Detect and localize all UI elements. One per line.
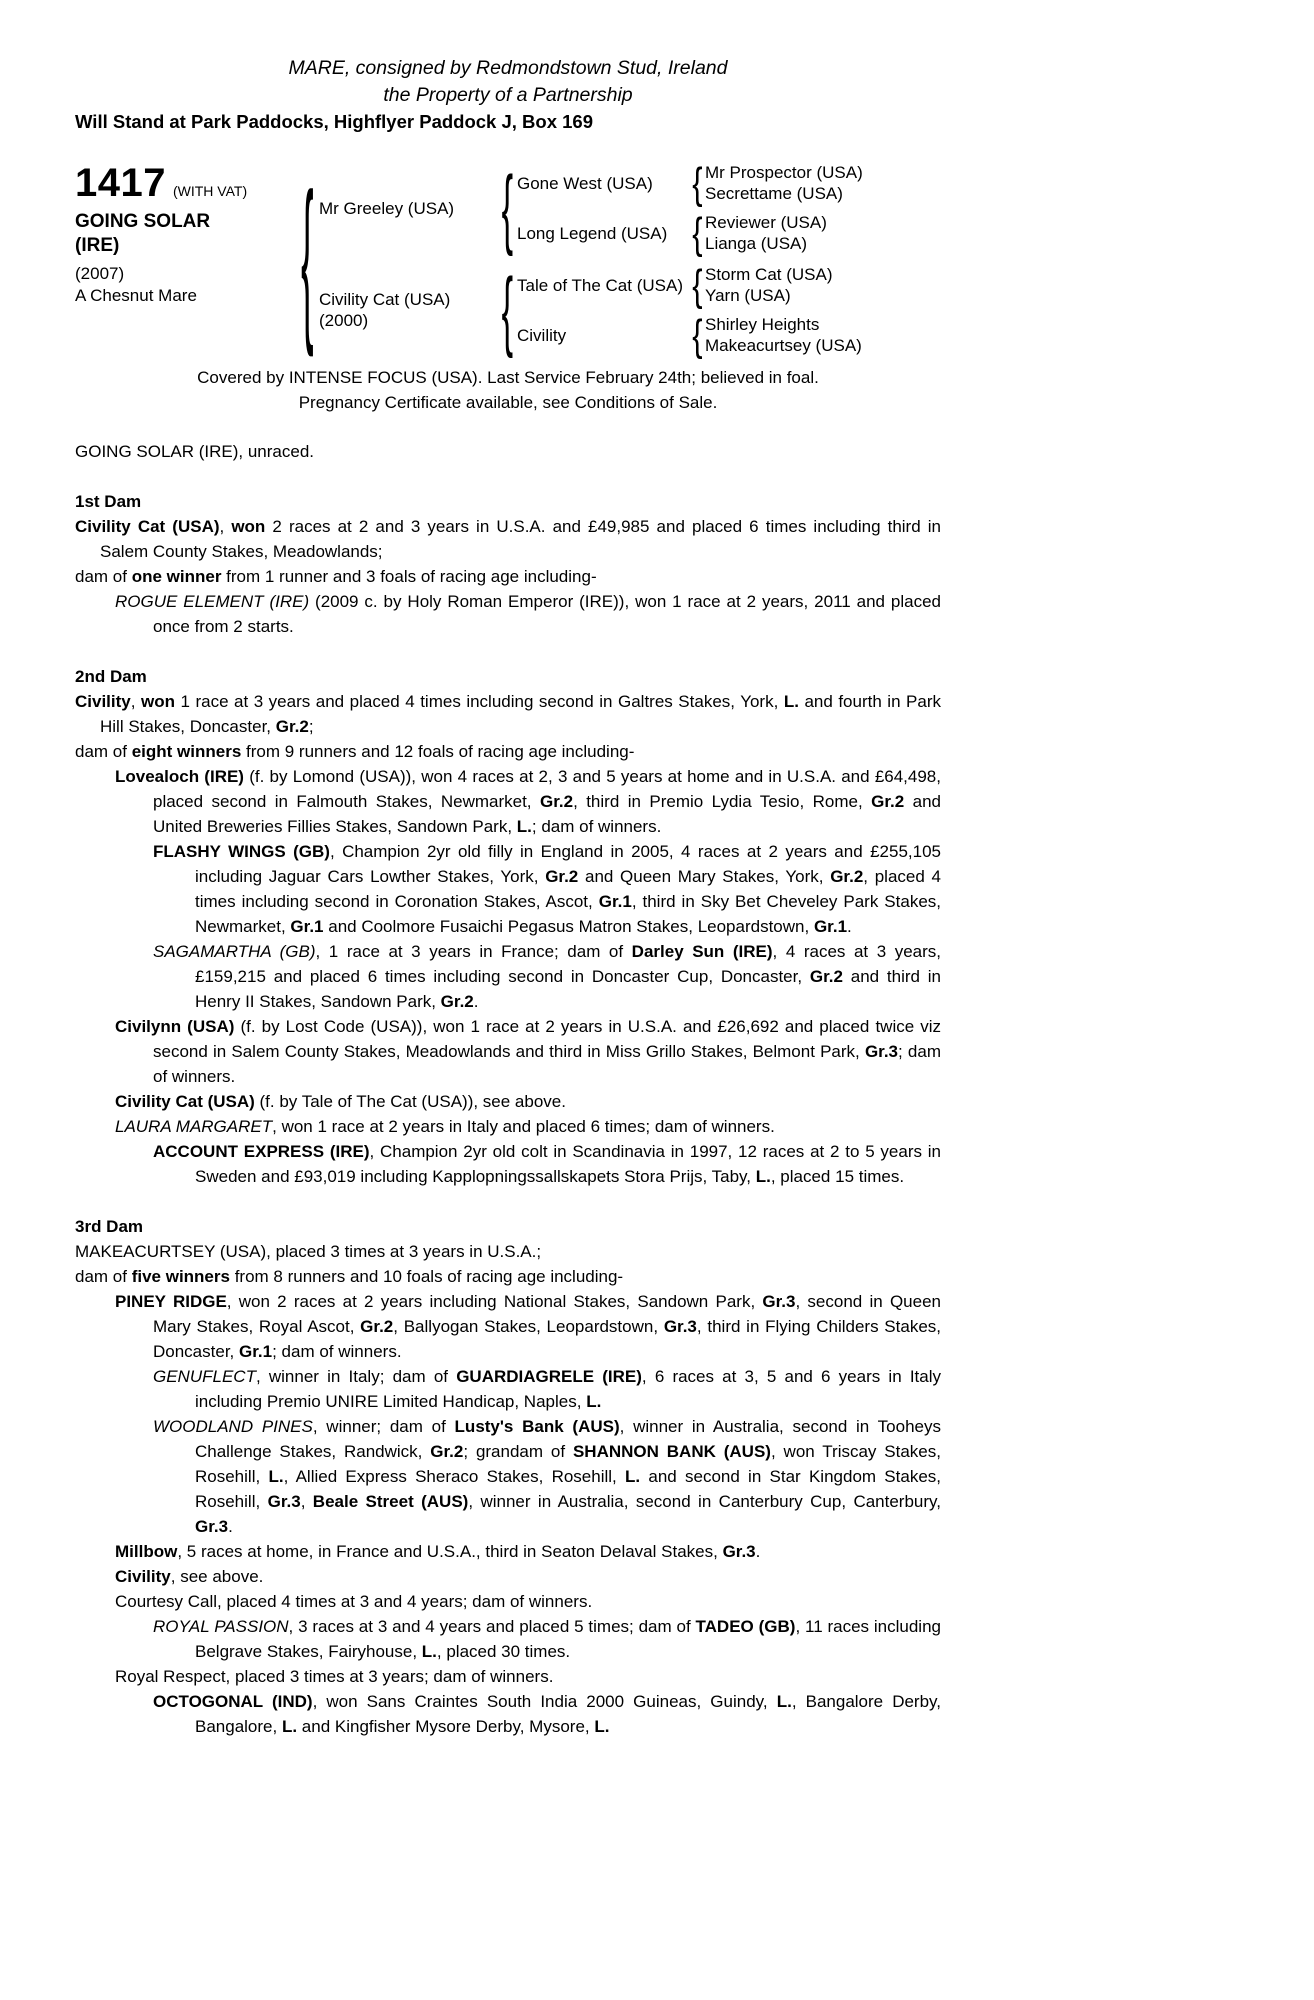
text-segment: Gr.2: [275, 717, 309, 736]
text-segment: ROYAL PASSION: [153, 1617, 289, 1636]
text-segment: , won Triscay Stakes, Rosehill,: [195, 1442, 941, 1486]
text-segment: Civility: [75, 692, 131, 711]
lot-horse-name: GOING SOLAR (IRE): [75, 211, 211, 256]
page-content: [75, 55, 941, 1739]
text-segment: five winners: [131, 1267, 230, 1286]
text-segment: from 1 runner and 3 foals of racing age including-: [221, 567, 597, 586]
text-segment: Gr.2: [539, 792, 574, 811]
text-segment: Gr.1: [598, 892, 632, 911]
consignor-line-1: MARE, consigned by Redmondstown Stud, Ireland: [288, 57, 728, 79]
pedigree-name: Tale of The Cat (USA): [517, 275, 683, 295]
pedigree-gen2-unit: [517, 208, 863, 258]
pedigree-name: Gone West (USA): [517, 173, 653, 193]
text-segment: Lovealoch (IRE): [115, 767, 244, 786]
text-segment: , 5 races at home, in France and U.S.A., third in Seaton Delaval Stakes,: [177, 1542, 723, 1561]
pedigree-paragraph: [75, 839, 941, 939]
text-segment: L.: [625, 1467, 641, 1486]
pedigree-gen2-unit: [517, 310, 862, 360]
text-segment: , winner in Australia, second in Canterbury Cup, Canterbury,: [468, 1492, 942, 1511]
text-segment: .: [228, 1517, 233, 1536]
pedigree-name: Long Legend (USA): [517, 223, 668, 243]
text-segment: , third in Flying Childers Stakes, Doncaster,: [153, 1317, 941, 1361]
pedigree-name: Mr Prospector (USA): [705, 162, 863, 182]
text-segment: LAURA MARGARET: [115, 1117, 273, 1136]
pedigree-paragraph: [75, 564, 941, 589]
text-segment: dam of: [75, 1267, 132, 1286]
pedigree-paragraph: [75, 1014, 941, 1089]
text-segment: , placed 30 times.: [436, 1642, 571, 1661]
text-segment: Gr.2: [809, 967, 843, 986]
text-segment: L.: [755, 1167, 771, 1186]
covering-line-1: Covered by INTENSE FOCUS (USA). Last Service February 24th; believed in foal.: [197, 368, 819, 387]
text-segment: , winner; dam of: [312, 1417, 455, 1436]
text-segment: WOODLAND PINES: [153, 1417, 313, 1436]
text-segment: Gr.1: [290, 917, 324, 936]
text-segment: , 4 races at 3 years, £159,215 and placed 6 times including second in Doncaster Cup, Doncaster,: [195, 942, 942, 986]
section-heading: 1st Dam: [75, 492, 142, 511]
pedigree-gen3-pair: [705, 265, 833, 305]
text-segment: L.: [516, 817, 532, 836]
text-segment: from 9 runners and 12 foals of racing age including-: [241, 742, 635, 761]
pedigree-paragraph: [75, 514, 941, 564]
text-segment: Gr.3: [267, 1492, 301, 1511]
text-segment: TADEO (GB): [695, 1617, 796, 1636]
pedigree-paragraph: [75, 1414, 941, 1539]
pedigree-paragraph: [75, 1239, 941, 1264]
text-segment: PINEY RIDGE: [115, 1292, 227, 1311]
text-segment: one winner: [131, 567, 222, 586]
pedigree-brace-icon: {: [691, 310, 703, 360]
text-segment: , third in Premio Lydia Tesio, Rome,: [573, 792, 872, 811]
text-segment: Gr.1: [239, 1342, 273, 1361]
text-segment: dam of: [75, 567, 132, 586]
pedigree-brace-icon: {: [501, 261, 513, 359]
pedigree-paragraph: [75, 1539, 941, 1564]
pedigree-sire-name: Mr Greeley (USA): [319, 198, 455, 218]
pedigree-gen3-pair: [705, 213, 827, 253]
text-segment: , placed 15 times.: [770, 1167, 905, 1186]
text-segment: , won 2 races at 2 years including National Stakes, Sandown Park,: [226, 1292, 763, 1311]
pedigree-paragraph: [75, 1589, 941, 1614]
text-segment: won: [231, 517, 266, 536]
text-segment: Millbow: [115, 1542, 178, 1561]
text-segment: SAGAMARTHA (GB): [153, 942, 316, 961]
text-segment: , won 1 race at 2 years in Italy and placed 6 times; dam of winners.: [272, 1117, 775, 1136]
text-segment: , Allied Express Sheraco Stakes, Rosehill,: [283, 1467, 626, 1486]
text-segment: , placed 4 times including second in Coronation Stakes, Ascot,: [195, 867, 941, 911]
pedigree-gen3-pair: [705, 315, 862, 355]
pedigree-brace-icon: {: [691, 260, 703, 310]
text-segment: L.: [783, 692, 799, 711]
pedigree-name: Reviewer (USA): [705, 212, 827, 232]
text-segment: Beale Street (AUS): [312, 1492, 469, 1511]
text-segment: (2009 c. by Holy Roman Emperor (IRE)), won 1 race at 2 years, 2011 and placed once from 2 starts.: [153, 592, 942, 636]
pedigree-paragraph: [75, 939, 941, 1014]
text-segment: .: [847, 917, 852, 936]
text-segment: and Coolmore Fusaichi Pegasus Matron Stakes, Leopardstown,: [323, 917, 814, 936]
covering-details: [75, 365, 941, 415]
pedigree-name: Shirley Heights: [705, 314, 820, 334]
text-segment: , Bangalore Derby, Bangalore,: [195, 1692, 942, 1736]
pedigree-tree: [295, 158, 863, 360]
text-segment: , 3 races at 3 and 4 years and placed 5 times; dam of: [288, 1617, 696, 1636]
text-segment: , winner in Italy; dam of: [255, 1367, 457, 1386]
text-segment: Gr.3: [195, 1517, 229, 1536]
text-segment: and fourth in Park Hill Stakes, Doncaster,: [100, 692, 941, 736]
text-segment: ; dam of winners.: [531, 817, 662, 836]
text-segment: ;: [308, 717, 314, 736]
text-segment: Gr.1: [813, 917, 848, 936]
text-segment: 1 race at 3 years and placed 4 times including second in Galtres Stakes, York,: [174, 692, 784, 711]
pedigree-paragraph: [75, 1139, 941, 1189]
text-segment: ACCOUNT EXPRESS (IRE): [153, 1142, 370, 1161]
text-segment: Civility Cat (USA): [75, 517, 220, 536]
text-segment: , 11 races including Belgrave Stakes, Fairyhouse,: [195, 1617, 941, 1661]
text-segment: , Champion 2yr old filly in England in 2005, 4 races at 2 years and £255,105 including Jaguar Cars Lowther Stakes, York,: [195, 842, 941, 886]
text-segment: OCTOGONAL (IND): [153, 1692, 313, 1711]
text-segment: Lusty's Bank (AUS): [454, 1417, 620, 1436]
text-segment: L.: [586, 1392, 602, 1411]
pedigree-name: Makeacurtsey (USA): [705, 335, 862, 355]
pedigree-name: Civility: [517, 325, 567, 345]
text-segment: , won Sans Craintes South India 2000 Guineas, Guindy,: [312, 1692, 777, 1711]
pedigree-gen3-pair: [705, 163, 863, 203]
pedigree-paragraph: [75, 1614, 941, 1664]
pedigree-paragraph: [75, 739, 941, 764]
pedigree-paragraph: [75, 1289, 941, 1364]
text-segment: L.: [421, 1642, 437, 1661]
pedigree-name: Yarn (USA): [705, 285, 791, 305]
text-segment: Darley Sun (IRE): [631, 942, 773, 961]
covering-line-2: Pregnancy Certificate available, see Conditions of Sale.: [298, 393, 718, 412]
text-segment: ,: [219, 517, 232, 536]
text-segment: Gr.3: [663, 1317, 697, 1336]
text-segment: Courtesy Call, placed 4 times at 3 and 4 years; dam of winners.: [115, 1592, 593, 1611]
pedigree-paragraph: [75, 589, 941, 639]
consignor-line-2: the Property of a Partnership: [383, 84, 633, 106]
lot-foaled-year: (2007): [75, 264, 125, 283]
pedigree-paragraph: [75, 1264, 941, 1289]
pedigree-paragraph: [75, 1364, 941, 1414]
text-segment: SHANNON BANK (AUS): [572, 1442, 771, 1461]
text-segment: Gr.2: [545, 867, 579, 886]
pedigree-paragraph: [75, 1664, 941, 1689]
pedigree-brace-icon: {: [501, 159, 513, 257]
text-segment: (f. by Tale of The Cat (USA)), see above.: [254, 1092, 566, 1111]
lot-info-column: [75, 163, 295, 355]
text-segment: ,: [300, 1492, 313, 1511]
text-segment: , see above.: [170, 1567, 264, 1586]
text-segment: Civility Cat (USA): [115, 1092, 255, 1111]
pedigree-brace-icon: {: [691, 158, 703, 208]
text-segment: and third in Henry II Stakes, Sandown Park,: [195, 967, 941, 1011]
text-segment: from 8 runners and 10 foals of racing age including-: [229, 1267, 624, 1286]
pedigree-paragraph: [75, 1089, 941, 1114]
pedigree-dam-gen2-stack: [517, 260, 862, 360]
pedigree-gen2-unit: [517, 158, 863, 208]
text-segment: , third in Sky Bet Cheveley Park Stakes, Newmarket,: [195, 892, 941, 936]
dam-sections: [75, 489, 941, 1739]
text-segment: GENUFLECT: [153, 1367, 256, 1386]
pedigree-dam-name: [319, 289, 497, 331]
text-segment: (f. by Lomond (USA)), won 4 races at 2, 3 and 5 years at home and in U.S.A. and £64,498, placed second in Falmouth Stakes, Newmarket,: [153, 767, 941, 811]
text-segment: GUARDIAGRELE (IRE): [456, 1367, 642, 1386]
pedigree-name: Secrettame (USA): [705, 183, 843, 203]
text-segment: FLASHY WINGS (GB): [153, 842, 330, 861]
text-segment: Gr.2: [830, 867, 864, 886]
text-segment: and Kingfisher Mysore Derby, Mysore,: [297, 1717, 595, 1736]
section-heading: 2nd Dam: [75, 667, 147, 686]
pedigree-paragraph: [75, 1689, 941, 1739]
text-segment: , 6 races at 3, 5 and 6 years in Italy including Premio UNIRE Limited Handicap, Naples,: [195, 1367, 941, 1411]
text-segment: .: [473, 992, 479, 1011]
text-segment: Civility: [115, 1567, 171, 1586]
text-segment: .: [755, 1542, 761, 1561]
text-segment: 2 races at 2 and 3 years in U.S.A. and £49,985 and placed 6 times including third in Salem County Stakes, Meadowlands;: [100, 517, 941, 561]
pedigree-paragraph: [75, 1564, 941, 1589]
lot-vat-note: (WITH VAT): [172, 183, 248, 199]
text-segment: , Champion 2yr old colt in Scandinavia in 1997, 12 races at 2 to 5 years in Sweden and £93,019 including Kapplopningssallskapets Stora Prijs, Taby,: [195, 1142, 941, 1186]
pedigree-name: Civility Cat (USA): [319, 290, 451, 309]
text-segment: and Queen Mary Stakes, York,: [578, 867, 831, 886]
text-segment: Gr.3: [864, 1042, 899, 1061]
text-segment: , second in Queen Mary Stakes, Royal Ascot,: [153, 1292, 941, 1336]
text-segment: won: [140, 692, 175, 711]
text-segment: ; grandam of: [463, 1442, 573, 1461]
pedigree-paragraph: [75, 689, 941, 739]
text-segment: (f. by Lost Code (USA)), won 1 race at 2 years in U.S.A. and £26,692 and placed twice viz second in Salem County Stakes, Meadowlands and third in Miss Grillo Stakes, Belmont Park,: [153, 1017, 942, 1061]
stand-location-line: Will Stand at Park Paddocks, Highflyer Paddock J, Box 169: [75, 111, 593, 132]
text-segment: and United Breweries Fillies Stakes, Sandown Park,: [153, 792, 941, 836]
text-segment: Gr.2: [871, 792, 905, 811]
lot-number: 1417: [75, 161, 166, 205]
text-segment: L.: [594, 1717, 610, 1736]
pedigree-paragraph: [75, 1114, 941, 1139]
text-segment: Civilynn (USA): [115, 1017, 235, 1036]
text-segment: , Ballyogan Stakes, Leopardstown,: [393, 1317, 664, 1336]
text-segment: MAKEACURTSEY (USA), placed 3 times at 3 years in U.S.A.;: [75, 1242, 542, 1261]
pedigree-sire-unit: [319, 158, 863, 258]
pedigree-sire-gen2-stack: [517, 158, 863, 258]
pedigree-name: Storm Cat (USA): [705, 264, 833, 284]
section-heading: 3rd Dam: [75, 1217, 144, 1236]
pedigree-name: Lianga (USA): [705, 233, 808, 253]
pedigree-paragraph: [75, 764, 941, 839]
text-segment: , winner in Australia, second in Tooheys Challenge Stakes, Randwick,: [195, 1417, 941, 1461]
text-segment: Gr.3: [762, 1292, 796, 1311]
pedigree-dam-year: (2000): [319, 311, 369, 330]
text-segment: dam of: [75, 742, 132, 761]
pedigree-gen1-stack: [319, 158, 863, 360]
race-record: GOING SOLAR (IRE), unraced.: [75, 442, 315, 461]
lot-colour-sex: A Chesnut Mare: [75, 286, 197, 305]
text-segment: L.: [281, 1717, 298, 1736]
text-segment: Gr.2: [440, 992, 474, 1011]
text-segment: and second in Star Kingdom Stakes, Rosehill,: [195, 1467, 941, 1511]
lot-number-row: [75, 163, 295, 204]
pedigree-brace-icon: {: [300, 158, 314, 360]
text-segment: Royal Respect, placed 3 times at 3 years; dam of winners.: [115, 1667, 554, 1686]
pedigree-gen2-unit: [517, 260, 862, 310]
text-segment: L.: [268, 1467, 284, 1486]
text-segment: Gr.2: [430, 1442, 464, 1461]
pedigree-brace-icon: {: [691, 208, 703, 258]
text-segment: ,: [130, 692, 141, 711]
text-segment: eight winners: [131, 742, 242, 761]
text-segment: ; dam of winners.: [272, 1342, 402, 1361]
pedigree-block: [75, 158, 941, 360]
text-segment: Gr.3: [722, 1542, 756, 1561]
text-segment: , 1 race at 3 years in France; dam of: [315, 942, 632, 961]
text-segment: Gr.2: [360, 1317, 394, 1336]
text-segment: L.: [776, 1692, 792, 1711]
text-segment: ; dam of winners.: [153, 1042, 941, 1086]
pedigree-dam-unit: [319, 260, 863, 360]
text-segment: ROGUE ELEMENT (IRE): [115, 592, 310, 611]
